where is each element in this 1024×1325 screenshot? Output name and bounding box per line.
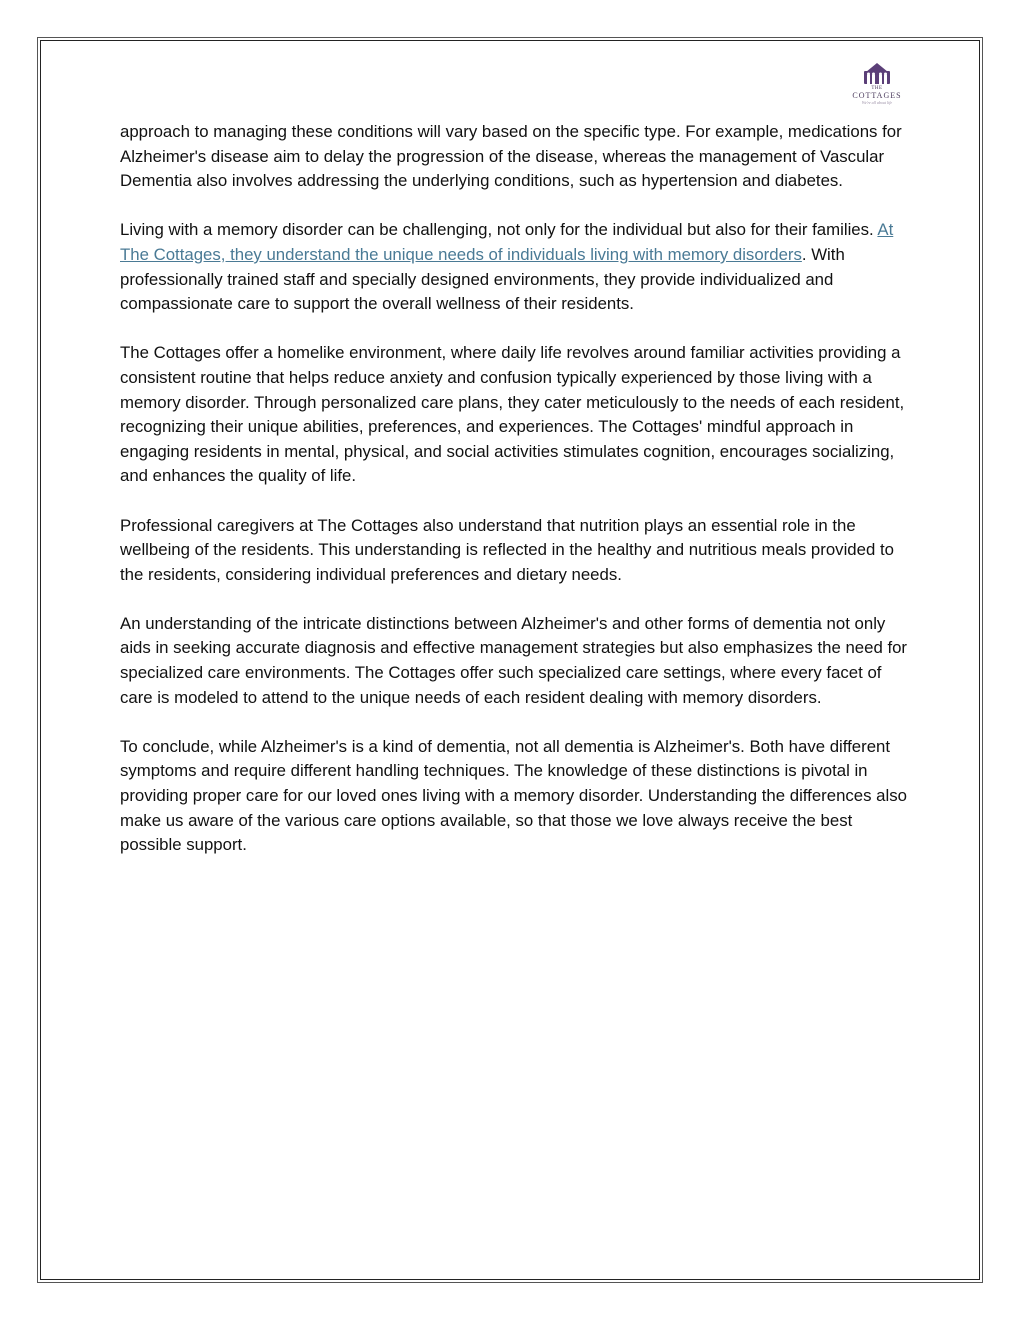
- paragraph-treatment-approach: approach to managing these conditions will vary based on the specific type. For example, medications for Alzheimer's disease aim to delay the progression of the disease, whereas the management of Vascular Dementia also involves addressing the underlying conditions, such as hypertension and diabetes.: [120, 122, 902, 191]
- paragraph-nutrition: Professional caregivers at The Cottages also understand that nutrition plays an essential role in the wellbeing of the residents. This understanding is reflected in the healthy and nutritious meals provided to the residents, considering individual preferences and dietary needs.: [120, 515, 894, 584]
- logo-tagline: We're all about life: [861, 100, 893, 105]
- paragraph-text: . With professionally trained staff and specially designed environments, they provide individualized and compassionate care to support the overall wellness of their residents.: [120, 244, 845, 314]
- document-body: [120, 120, 910, 882]
- cottages-house-icon: [862, 60, 892, 86]
- paragraph-living-with-memory-disorder: [120, 218, 910, 316]
- paragraph-conclusion: To conclude, while Alzheimer's is a kind of dementia, not all dementia is Alzheimer's. Both have different symptoms and require different handling techniques. The knowledge of these distinctions is pivotal in providing proper care for our loved ones living with a memory disorder. Understanding the differences also make us aware of the various care options available, so that those we love always receive the best possible support.: [120, 736, 907, 855]
- logo-the-label: THE: [871, 86, 883, 91]
- paragraph-text: Living with a memory disorder can be challenging, not only for the individual but also for their families.: [120, 220, 878, 240]
- paragraph-distinctions: An understanding of the intricate distinctions between Alzheimer's and other forms of dementia not only aids in seeking accurate diagnosis and effective management strategies but also emphasizes the need for specialized care environments. The Cottages offer such specialized care settings, where every facet of care is modeled to attend to the unique needs of each resident dealing with memory disorders.: [120, 613, 908, 707]
- cottages-memory-care-link[interactable]: At The Cottages, they understand the unique needs of individuals living with memory disorders: [120, 220, 894, 264]
- paragraph-homelike-environment: The Cottages offer a homelike environment, where daily life revolves around familiar activities providing a consistent routine that helps reduce anxiety and confusion typically experienced by those living with a memory disorder. Through personalized care plans, they cater meticulously to the needs of each resident, recognizing their unique abilities, preferences, and experiences. The Cottages' mindful approach in engaging residents in mental, physical, and social activities stimulates cognition, encourages socializing, and enhances the quality of life.: [120, 343, 905, 486]
- cottages-logo: [848, 60, 906, 112]
- logo-name: COTTAGES: [852, 91, 902, 100]
